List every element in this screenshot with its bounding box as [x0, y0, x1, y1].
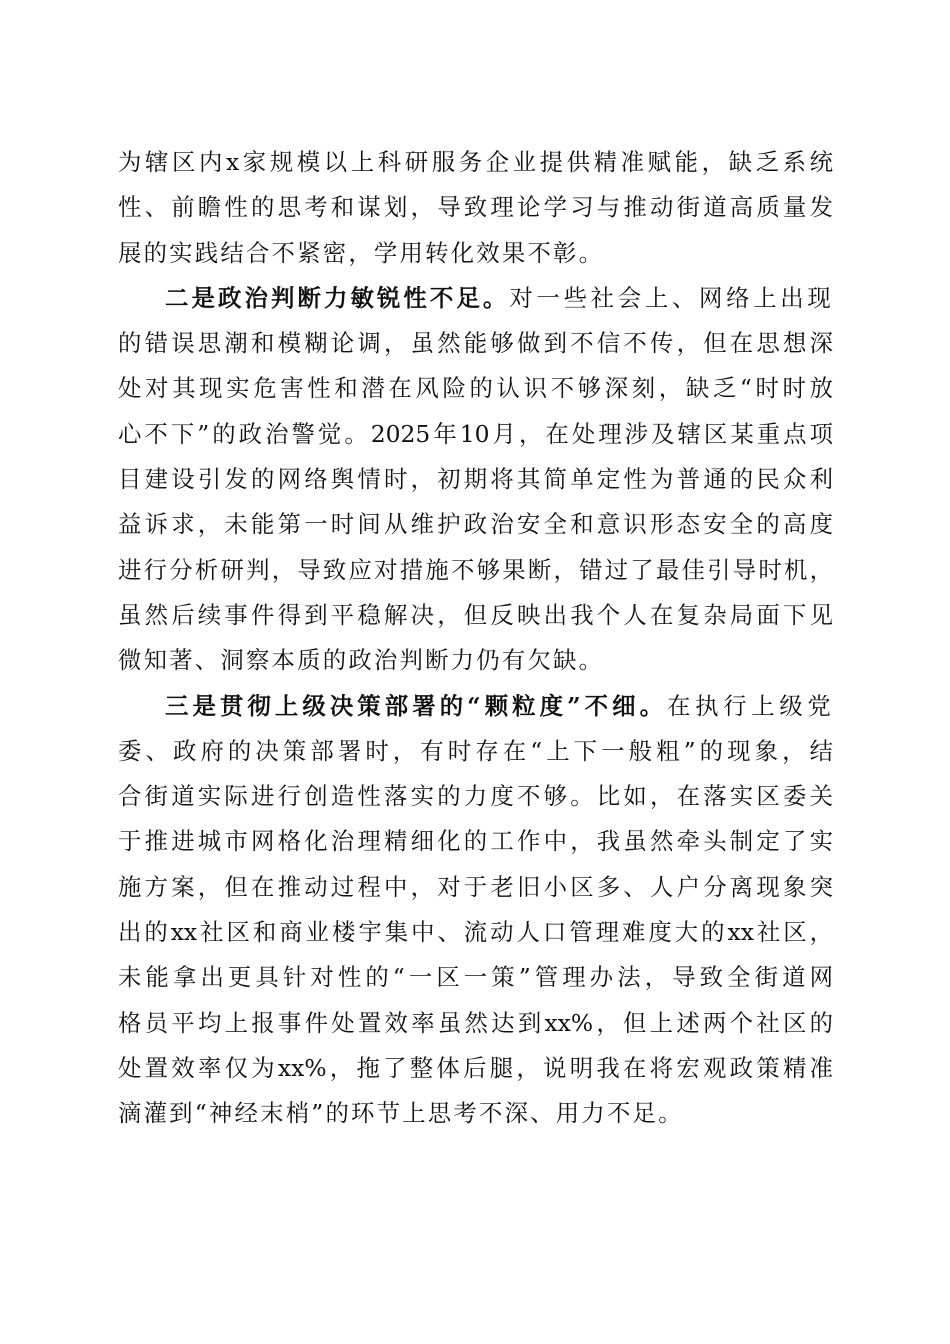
- text-line: 未能拿出更具针对性的“一区一策”管理办法，导致全街道网: [118, 963, 833, 992]
- text-line: 处对其现实危害性和潜在风险的认识不够深刻，缺乏“时时放: [118, 374, 833, 403]
- text-line: [118, 684, 833, 729]
- text-line: 目建设引发的网络舆情时，初期将其简单定性为普通的民众利: [118, 465, 833, 494]
- paragraph-3: [118, 684, 833, 1137]
- text-line: 于推进城市网格化治理精细化的工作中，我虽然牵头制定了实: [118, 827, 833, 856]
- text-line: 展的实践结合不紧密，学用转化效果不彰。: [118, 238, 605, 267]
- text-line: 微知著、洞察本质的政治判断力仍有欠缺。: [118, 646, 605, 675]
- paragraph-lead-heading: 三是贯彻上级决策部署的“颗粒度”不细。: [165, 691, 668, 720]
- text-line: 合街道实际进行创造性落实的力度不够。比如，在落实区委关: [118, 782, 833, 811]
- text-line: 进行分析研判，导致应对措施不够果断，错过了最佳引导时机，: [118, 555, 833, 584]
- text-line: 的错误思潮和模糊论调，虽然能够做到不信不传，但在思想深: [118, 329, 833, 358]
- text-line: 滴灌到“神经末梢”的环节上思考不深、用力不足。: [118, 1099, 684, 1128]
- text-line: 益诉求，未能第一时间从维护政治安全和意识形态安全的高度: [118, 510, 833, 539]
- text-line: 心不下”的政治警觉。2025年10月，在处理涉及辖区某重点项: [118, 419, 833, 448]
- document-page: [118, 140, 833, 1137]
- text-line: 施方案，但在推动过程中，对于老旧小区多、人户分离现象突: [118, 872, 833, 901]
- text-line: 虽然后续事件得到平稳解决，但反映出我个人在复杂局面下见: [118, 600, 833, 629]
- text-line: 委、政府的决策部署时，有时存在“上下一般粗”的现象，结: [118, 736, 833, 765]
- text-line: 为辖区内x家规模以上科研服务企业提供精准赋能，缺乏系统: [118, 148, 833, 176]
- text-line: 格员平均上报事件处置效率虽然达到xx%，但上述两个社区的: [118, 1008, 833, 1037]
- paragraph-2: [118, 276, 833, 684]
- paragraph-1: [118, 140, 833, 276]
- text-line: 出的xx社区和商业楼宇集中、流动人口管理难度大的xx社区，: [118, 918, 833, 947]
- first-line-rest: 在执行上级党: [667, 691, 834, 720]
- paragraph-lead-heading: 二是政治判断力敏锐性不足。: [165, 283, 510, 312]
- text-line: 性、前瞻性的思考和谋划，导致理论学习与推动街道高质量发: [118, 193, 833, 222]
- first-line-rest: 对一些社会上、网络上出现: [509, 283, 833, 312]
- text-line: 处置效率仅为xx%，拖了整体后腿，说明我在将宏观政策精准: [118, 1053, 833, 1082]
- text-line: [118, 276, 833, 321]
